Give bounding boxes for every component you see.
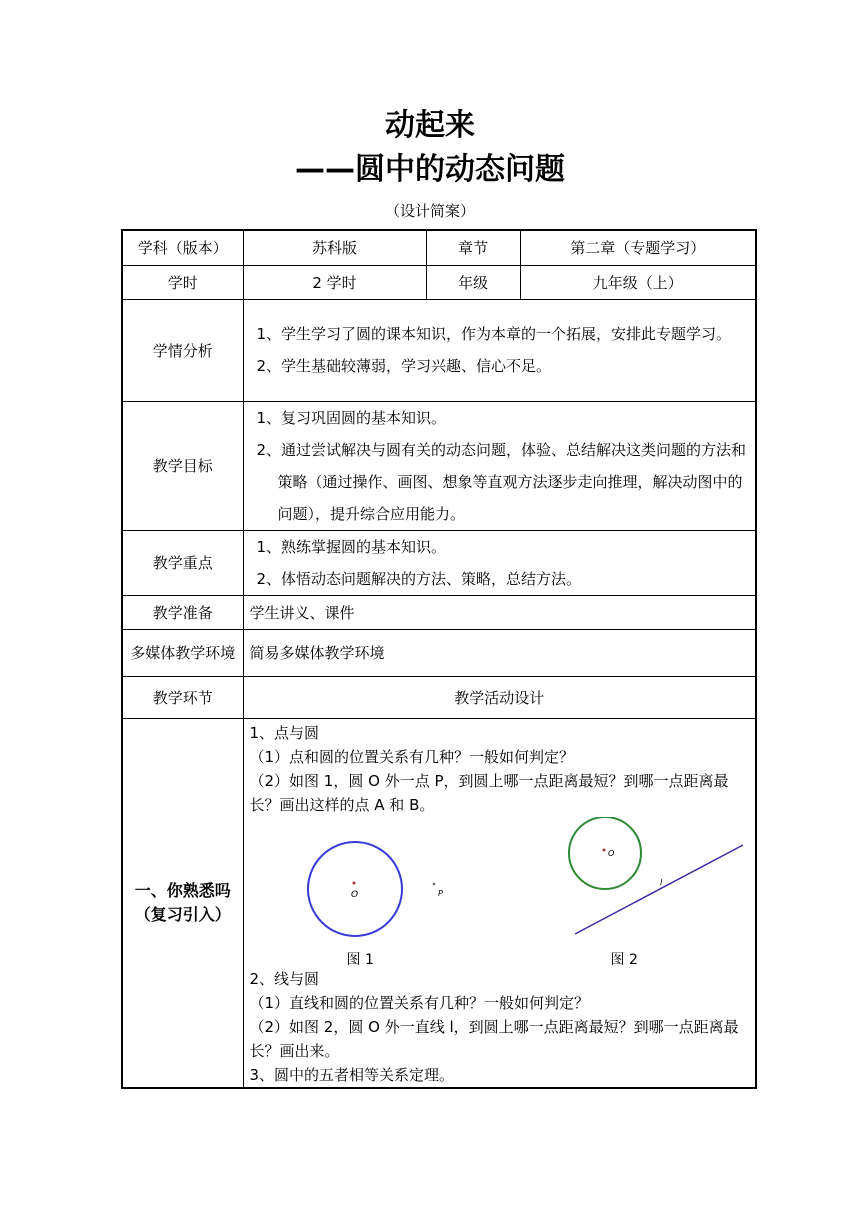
subject-label: 学科（版本）	[122, 230, 243, 265]
intro-line: （2）如图 2，圆 O 外一直线 l，到圆上哪一点距离最短？到哪一点距离最长？画出来。	[249, 1017, 739, 1060]
subject-value: 苏科版	[243, 230, 426, 265]
intro-line: 2、线与圆	[249, 969, 320, 988]
focus-item: 1、熟练掌握圆的基本知识。	[256, 537, 447, 556]
grade-label: 年级	[426, 265, 520, 299]
intro-content	[243, 718, 756, 1088]
hours-label: 学时	[122, 265, 243, 299]
intro-line: （1）点和圆的位置关系有几种？一般如何判定？	[249, 747, 575, 766]
fig1-point-dot	[432, 882, 434, 884]
analysis-label: 学情分析	[122, 299, 243, 401]
goals-item: 2、通过尝试解决与圆有关的动态问题，体验、总结解决这类问题的方法和策略（通过操作、画图、想象等直观方法逐步走向推理，解决动图中的问题），提升综合应用能力。	[256, 440, 747, 523]
fig2-line-label: l	[659, 877, 662, 887]
table-row	[122, 676, 756, 718]
grade-value: 九年级（上）	[520, 265, 756, 299]
fig1-caption: 图 1	[346, 951, 374, 968]
chapter-value: 第二章（专题学习）	[520, 230, 756, 265]
table-row	[122, 265, 756, 299]
figures-area	[250, 817, 750, 967]
fig2-caption: 图 2	[610, 951, 638, 968]
media-label: 多媒体教学环境	[122, 629, 243, 676]
intro-label-line2: （复习引入）	[134, 904, 231, 924]
document-title: 动起来	[385, 108, 475, 143]
analysis-item: 1、学生学习了圆的课本知识，作为本章的一个拓展，安排此专题学习。	[256, 325, 732, 343]
intro-line: 3、圆中的五者相等关系定理。	[249, 1065, 455, 1084]
stage-label: 教学环节	[122, 676, 243, 718]
analysis-item: 2、学生基础较薄弱，学习兴趣、信心不足。	[256, 357, 552, 375]
table-row	[122, 401, 756, 530]
table-row	[122, 299, 756, 401]
document-note: （设计简案）	[384, 202, 475, 220]
fig1-center-dot	[352, 881, 355, 884]
intro-label-line1: 一、你熟悉吗	[134, 880, 231, 900]
intro-line: （1）直线和圆的位置关系有几种？一般如何判定？	[249, 993, 590, 1012]
intro-label	[122, 718, 243, 1088]
intro-line: 1、点与圆	[249, 723, 320, 742]
fig1-circle	[308, 842, 402, 936]
focus-content	[243, 530, 756, 595]
table-row	[122, 230, 756, 265]
goals-label: 教学目标	[122, 401, 243, 530]
table-row	[122, 595, 756, 629]
table-row	[122, 530, 756, 595]
prep-label: 教学准备	[122, 595, 243, 629]
table-row	[122, 629, 756, 676]
goals-content	[243, 401, 756, 530]
figures-svg	[250, 817, 750, 967]
analysis-content	[243, 299, 756, 401]
focus-label: 教学重点	[122, 530, 243, 595]
chapter-label: 章节	[426, 230, 520, 265]
stage-value: 教学活动设计	[243, 676, 756, 718]
fig2-center-dot	[602, 848, 605, 851]
table-row	[122, 718, 756, 1088]
document-subtitle-title: ——圆中的动态问题	[295, 152, 565, 187]
media-value: 简易多媒体教学环境	[243, 629, 756, 676]
fig2-circle	[569, 817, 641, 889]
lesson-plan-table	[121, 229, 757, 1089]
intro-line: （2）如图 1，圆 O 外一点 P，到圆上哪一点距离最短？到哪一点距离最长？画出这样的点 A 和 B。	[249, 771, 729, 814]
fig2-center-label: O	[607, 848, 614, 858]
prep-value: 学生讲义、课件	[243, 595, 756, 629]
goals-item: 1、复习巩固圆的基本知识。	[256, 408, 447, 427]
hours-value: 2 学时	[243, 265, 426, 299]
focus-item: 2、体悟动态问题解决的方法、策略，总结方法。	[256, 569, 582, 588]
fig1-point-label: P	[437, 888, 443, 898]
fig1-center-label: O	[350, 889, 358, 900]
